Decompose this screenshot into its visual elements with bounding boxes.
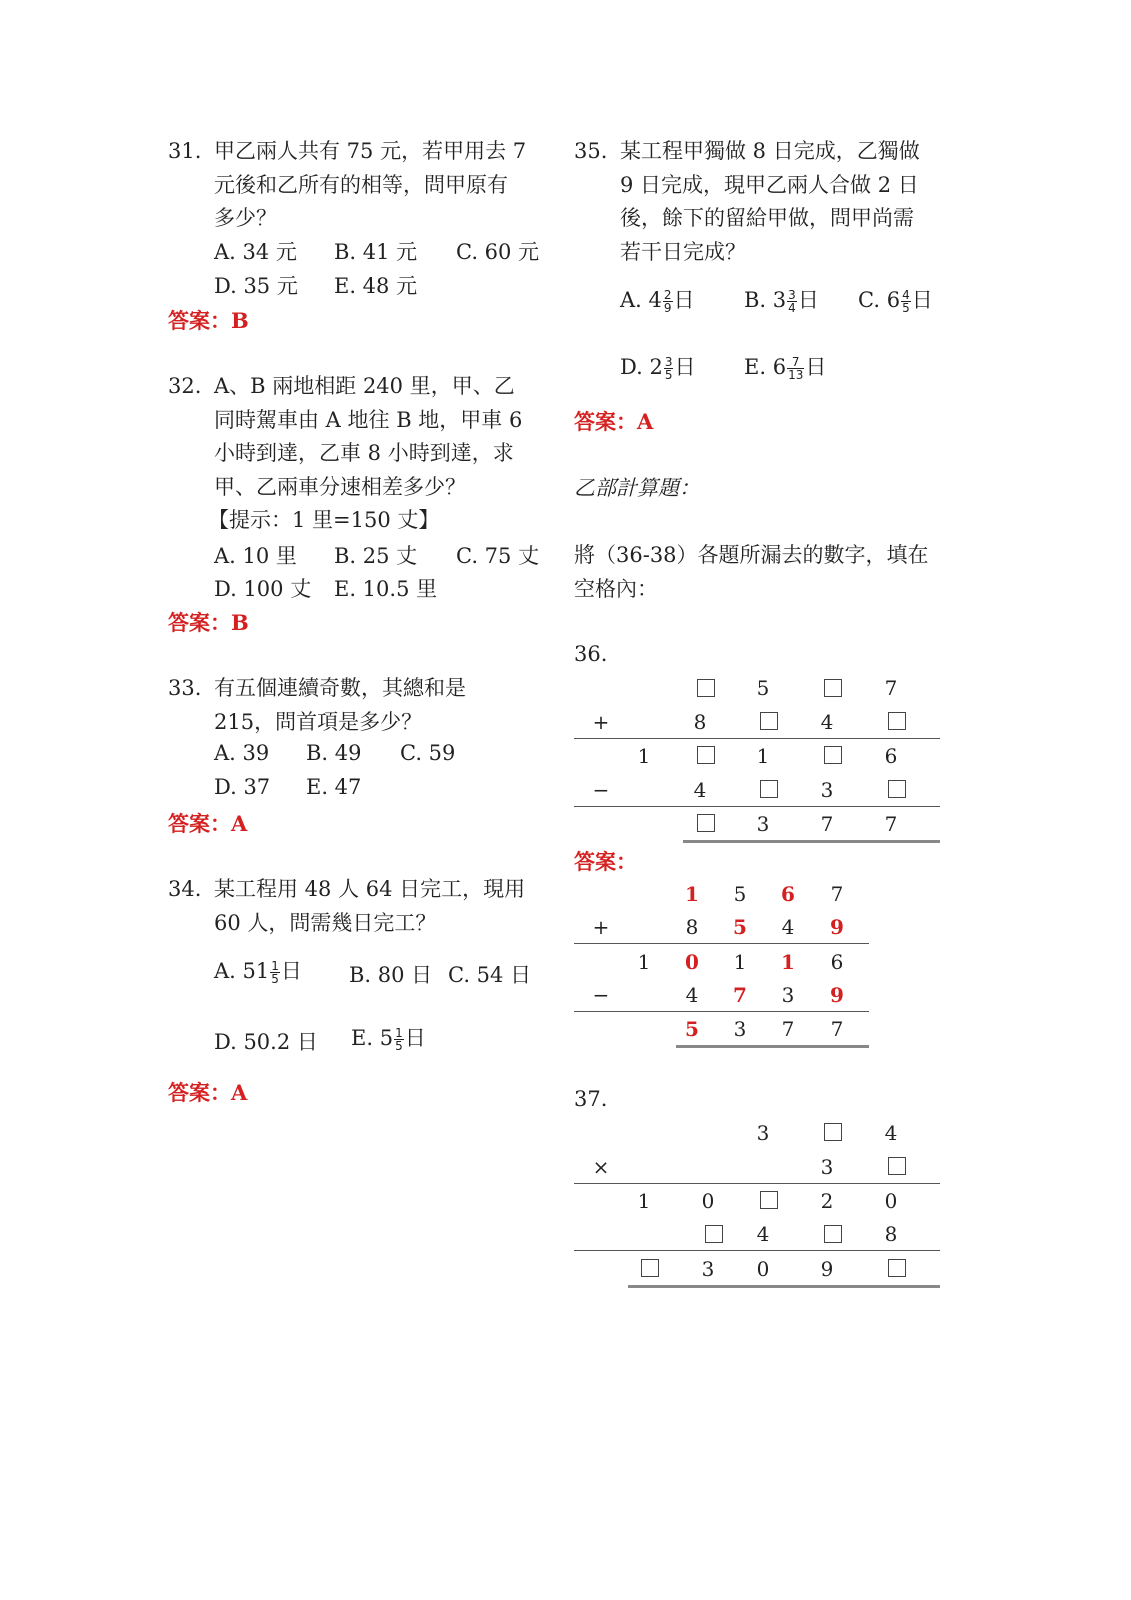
answer-label: 答案：B (168, 610, 249, 635)
option-b: B. 80 日 (349, 963, 433, 987)
question-text-line: 小時到達，乙車 8 小時到達，求 (214, 441, 514, 465)
option-e: E. 5 $\frac{1}{5}$ 日 (351, 1026, 426, 1053)
blank-box[interactable] (888, 780, 906, 798)
question-number: 32. (168, 374, 202, 398)
minus-sign: − (592, 983, 610, 1007)
digit: 4 (685, 983, 699, 1007)
fraction: $\frac{3}{4}$ (788, 288, 796, 315)
answer-label: 答案：A (168, 811, 248, 836)
question-text-line: 60 人，問需幾日完工？ (214, 911, 437, 935)
blank-box[interactable] (824, 1225, 842, 1243)
blank-box[interactable] (888, 712, 906, 730)
digit: 8 (685, 915, 699, 939)
digit: 3 (820, 1155, 834, 1179)
question-text-line: 元後和乙所有的相等，問甲原有 (214, 173, 508, 197)
option-c: C. 60 元 (456, 240, 540, 264)
instructions-line: 將（36-38）各題所漏去的數字，填在 (574, 543, 929, 567)
blank-box[interactable] (641, 1259, 659, 1277)
digit: 1 (733, 950, 747, 974)
option-c: C. 75 丈 (456, 544, 540, 568)
question-text-line: 某工程用 48 人 64 日完工，現用 (214, 877, 526, 901)
divider-line (574, 1183, 940, 1184)
fraction: $\frac{2}{9}$ (663, 288, 672, 315)
question-text-line: 甲、乙兩車分速相差多少？ (214, 475, 466, 499)
digit: 3 (756, 812, 770, 836)
digit: 5 (733, 882, 747, 906)
question-number: 35. (574, 139, 608, 163)
multiply-sign: × (592, 1155, 610, 1179)
question-text-line: 某工程甲獨做 8 日完成，乙獨做 (620, 139, 920, 163)
digit: 0 (756, 1257, 770, 1281)
digit: 6 (781, 882, 795, 906)
digit: 9 (820, 1257, 834, 1281)
fraction: $\frac{7}{13}$ (788, 355, 804, 382)
fraction: $\frac{1}{5}$ (395, 1026, 403, 1053)
double-underline (683, 840, 940, 843)
blank-box[interactable] (888, 1157, 906, 1175)
fraction: $\frac{1}{5}$ (271, 959, 279, 986)
question-text-line: 同時駕車由 A 地往 B 地，甲車 6 (214, 408, 523, 432)
question-text-line: 9 日完成，現甲乙兩人合做 2 日 (620, 173, 919, 197)
section-title: 乙部計算題： (574, 476, 700, 500)
digit: 1 (637, 950, 651, 974)
divider-line (574, 738, 940, 739)
divider-line (574, 806, 940, 807)
digit: 9 (830, 983, 844, 1007)
option-c: C. 54 日 (448, 963, 532, 987)
option-a: A. 39 (214, 741, 270, 765)
blank-box[interactable] (760, 712, 778, 730)
option-b: B. 3 $\frac{3}{4}$ 日 (744, 288, 819, 315)
digit: 7 (820, 812, 834, 836)
digit: 2 (820, 1189, 834, 1213)
double-underline (676, 1045, 869, 1048)
digit: 5 (756, 676, 770, 700)
blank-box[interactable] (888, 1259, 906, 1277)
divider-line (574, 1250, 940, 1251)
digit: 3 (733, 1017, 747, 1041)
digit: 9 (830, 915, 844, 939)
option-b: B. 49 (306, 741, 362, 765)
digit: 8 (693, 710, 707, 734)
digit: 1 (781, 950, 795, 974)
question-number: 33. (168, 676, 202, 700)
double-underline (628, 1285, 940, 1288)
digit: 8 (884, 1222, 898, 1246)
digit: 1 (756, 744, 770, 768)
digit: 4 (884, 1121, 898, 1145)
option-a: A. 4 $\frac{2}{9}$ 日 (620, 288, 695, 315)
question-number: 34. (168, 877, 202, 901)
blank-box[interactable] (824, 1123, 842, 1141)
blank-box[interactable] (705, 1225, 723, 1243)
fraction: $\frac{3}{5}$ (664, 355, 673, 382)
blank-box[interactable] (760, 780, 778, 798)
answer-label: 答案：B (168, 308, 249, 333)
option-a: A. 10 里 (214, 544, 297, 568)
blank-box[interactable] (824, 746, 842, 764)
plus-sign: + (592, 915, 610, 939)
question-number: 31. (168, 139, 202, 163)
option-e: E. 10.5 里 (334, 577, 438, 601)
fraction: $\frac{4}{5}$ (902, 288, 910, 315)
instructions-line: 空格內： (574, 577, 658, 601)
question-text-line: A、B 兩地相距 240 里，甲、乙 (214, 374, 515, 398)
digit: 7 (830, 882, 844, 906)
digit: 7 (884, 812, 898, 836)
question-number: 36. (574, 642, 608, 666)
question-text-line: 多少？ (214, 206, 277, 230)
option-b: B. 25 丈 (334, 544, 418, 568)
hint-text: 【提示：1 里=150 丈】 (208, 508, 440, 532)
question-text-line: 215，問首項是多少？ (214, 710, 423, 734)
digit: 0 (685, 950, 699, 974)
option-c: C. 59 (400, 741, 456, 765)
digit: 5 (733, 915, 747, 939)
question-text-line: 後，餘下的留給甲做，問甲尚需 (620, 206, 914, 230)
digit: 7 (733, 983, 747, 1007)
divider-line (574, 943, 869, 944)
digit: 5 (685, 1017, 699, 1041)
digit: 4 (820, 710, 834, 734)
option-a: A. 51 $\frac{1}{5}$ 日 (214, 959, 302, 986)
option-c: C. 6 $\frac{4}{5}$ 日 (858, 288, 933, 315)
blank-box[interactable] (697, 814, 715, 832)
blank-box[interactable] (760, 1191, 778, 1209)
option-d: D. 35 元 (214, 274, 298, 298)
digit: 3 (820, 778, 834, 802)
digit: 3 (756, 1121, 770, 1145)
plus-sign: + (592, 710, 610, 734)
question-text-line: 甲乙兩人共有 75 元，若甲用去 7 (214, 139, 527, 163)
digit: 1 (637, 1189, 651, 1213)
digit: 7 (830, 1017, 844, 1041)
option-d: D. 37 (214, 775, 271, 799)
digit: 3 (701, 1257, 715, 1281)
digit: 1 (685, 882, 699, 906)
option-d: D. 50.2 日 (214, 1030, 318, 1054)
digit: 6 (884, 744, 898, 768)
option-a: A. 34 元 (214, 240, 297, 264)
question-text-line: 若干日完成？ (620, 240, 746, 264)
blank-box[interactable] (824, 679, 842, 697)
digit: 1 (637, 744, 651, 768)
minus-sign: − (592, 778, 610, 802)
digit: 4 (781, 915, 795, 939)
digit: 3 (781, 983, 795, 1007)
blank-box[interactable] (697, 679, 715, 697)
option-e: E. 47 (306, 775, 362, 799)
option-e: E. 6 $\frac{7}{13}$ 日 (744, 355, 827, 382)
blank-box[interactable] (697, 746, 715, 764)
digit: 0 (884, 1189, 898, 1213)
question-text-line: 有五個連續奇數，其總和是 (214, 676, 466, 700)
digit: 0 (701, 1189, 715, 1213)
digit: 4 (756, 1222, 770, 1246)
answer-label: 答案： (574, 849, 637, 874)
answer-label: 答案：A (574, 409, 654, 434)
divider-line (574, 1011, 869, 1012)
option-d: D. 100 丈 (214, 577, 312, 601)
digit: 6 (830, 950, 844, 974)
digit: 4 (693, 778, 707, 802)
question-number: 37. (574, 1087, 608, 1111)
digit: 7 (781, 1017, 795, 1041)
option-d: D. 2 $\frac{3}{5}$ 日 (620, 355, 696, 382)
option-e: E. 48 元 (334, 274, 418, 298)
answer-label: 答案：A (168, 1080, 248, 1105)
digit: 7 (884, 676, 898, 700)
option-b: B. 41 元 (334, 240, 418, 264)
